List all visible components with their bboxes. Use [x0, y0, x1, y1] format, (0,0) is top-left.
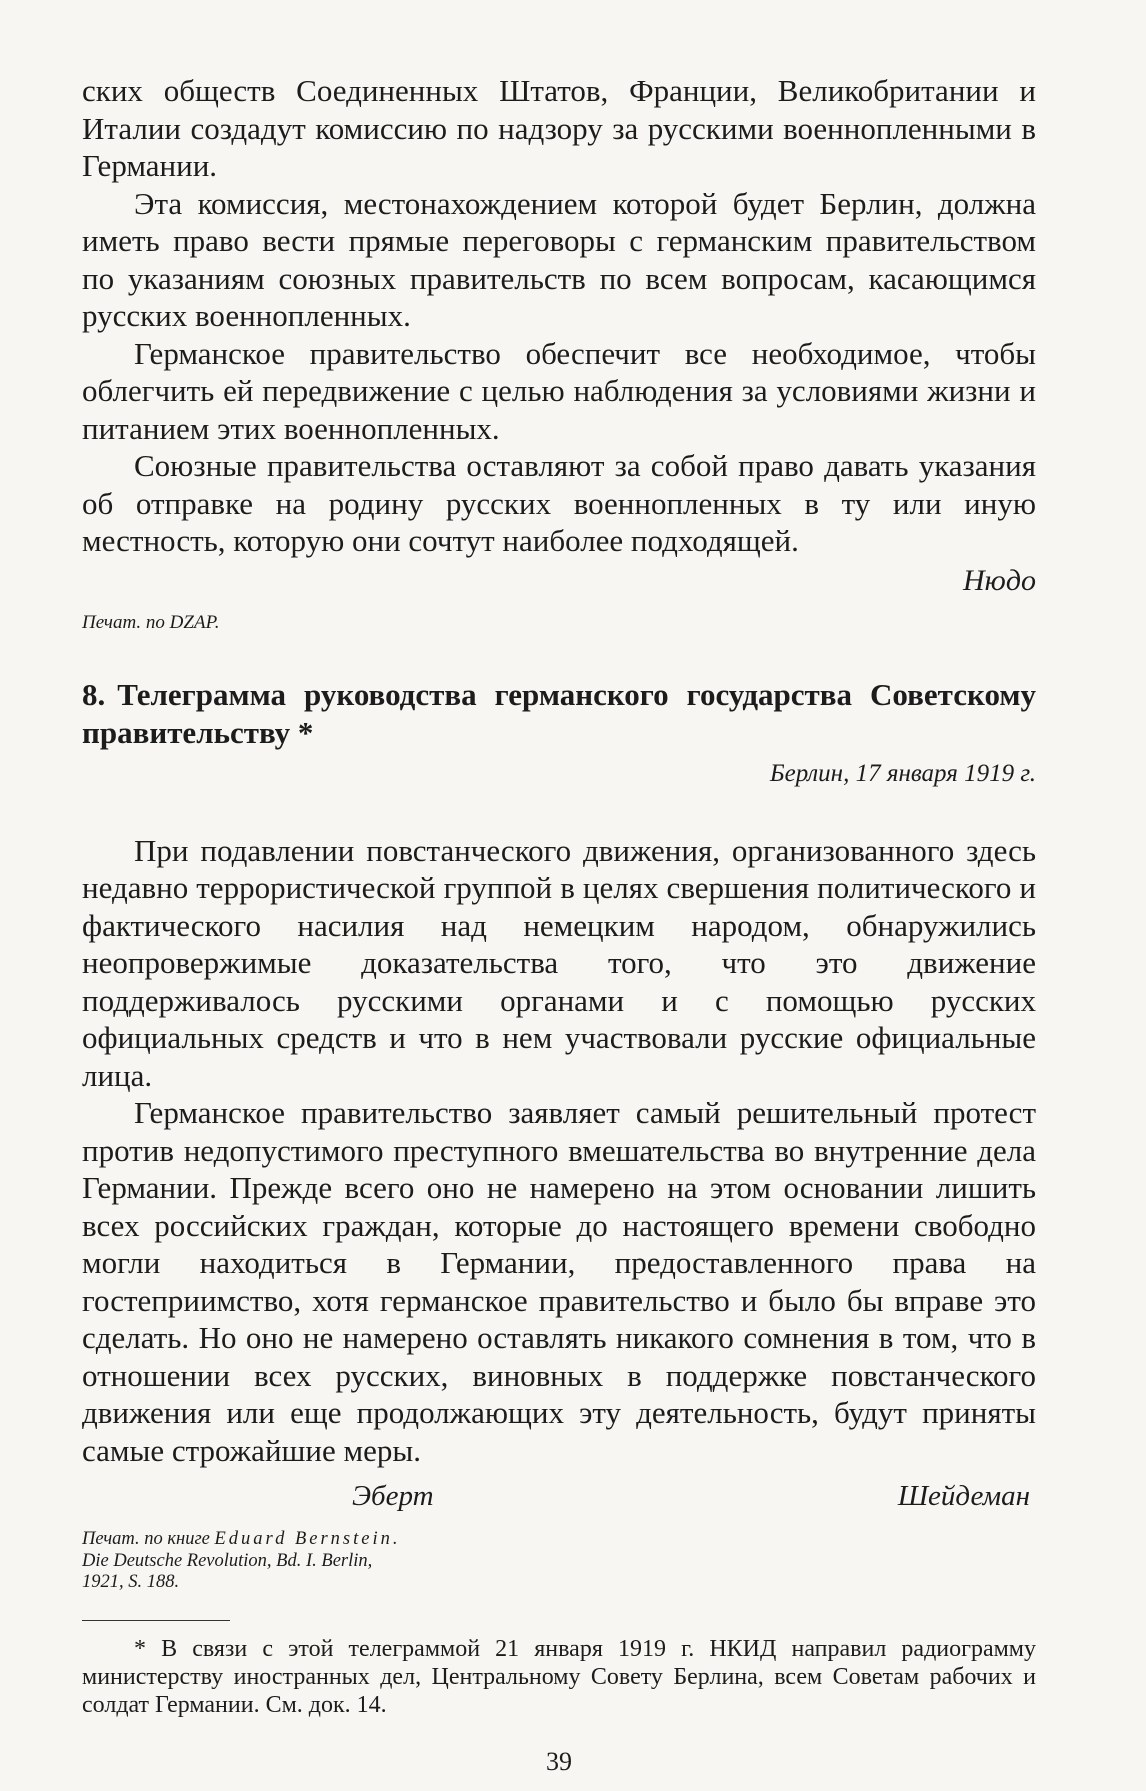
- citation: [82, 1529, 1036, 1594]
- intro-paragraph-4: Союзные правительства оставляют за собой право давать указания об отправке на родину русских военнопленных в ту или иную местность, которую они сочтут наиболее подходящей.: [82, 448, 1036, 558]
- citation-line-1: [82, 1529, 1036, 1551]
- page-number: 39: [546, 1746, 572, 1776]
- citation-line-2: Die Deutsche Revolution, Bd. I. Berlin,: [82, 1550, 373, 1571]
- intro-paragraph-2: Эта комиссия, местонахождением которой будет Берлин, должна иметь право вести прямые переговоры с германским правительством по указаниям союзных правительств по всем вопросам, касающимся русских военнопленных.: [82, 185, 1036, 333]
- signature-scheidemann: Шейдеман: [897, 1480, 1030, 1512]
- intro-paragraph-1: ских обществ Соединенных Штатов, Франции, Великобритании и Италии создадут комиссию по надзору за русскими военнопленными в Германии.: [82, 73, 1036, 183]
- heading-text: Телеграмма руководства германского государства Советскому правительству *: [82, 676, 1036, 750]
- heading-number: 8.: [82, 676, 106, 712]
- citation-author: Eduard Bernstein.: [214, 1529, 401, 1549]
- citation-line-3: 1921, S. 188.: [82, 1572, 180, 1592]
- telegram-body: [82, 832, 1036, 1470]
- intro-paragraph-3: Германское правительство обеспечит все необходимое, чтобы облегчить ей передвижение с целью наблюдения за условиями жизни и питанием этих военнопленных.: [82, 335, 1036, 446]
- intro-signature: Нюдо: [963, 563, 1036, 597]
- document-page: [82, 72, 1036, 1777]
- body-paragraph-1: При подавлении повстанческого движения, организованного здесь недавно террористической группой в целях свершения политического и фактического насилия над немецким народом, обнаружились неопровержимые доказательства того, что это движение поддерживалось русскими органами и с помощью русских официальных средств и что в нем участвовали русские официальные лица.: [82, 832, 1036, 1093]
- body-paragraph-2: Германское правительство заявляет самый решительный протест против недопустимого преступного вмешательства во внутренние дела Германии. Прежде всего оно не намерено на этом основании лишить всех российских граждан, которые до настоящего времени свободно могли находиться в Германии, предоставленного права на гостеприимство, хотя германское правительство и было бы вправе это сделать. Но оно не намерено оставлять никакого сомнения в том, что в отношении всех русских, виновных в поддержке повстанческого движения или еще продолжающих эту деятельность, будут приняты самые строжайшие меры.: [82, 1095, 1036, 1468]
- signature-ebert: Эберт: [352, 1480, 434, 1512]
- document-heading: [82, 676, 1036, 752]
- footnote: * В связи с этой телеграммой 21 января 1919 г. НКИД направил радиограмму министерству иностранных дел, Центральному Совету Берлина, всем Советам рабочих и солдат Германии. См. док. 14.: [82, 1635, 1036, 1718]
- place-date: Берлин, 17 января 1919 г.: [769, 759, 1036, 787]
- footnote-divider: [82, 1620, 230, 1621]
- citation-prefix: Печат. по книге: [82, 1529, 210, 1549]
- signatures: [82, 1477, 1036, 1515]
- intro-source-note: Печат. по DZAP.: [82, 611, 220, 633]
